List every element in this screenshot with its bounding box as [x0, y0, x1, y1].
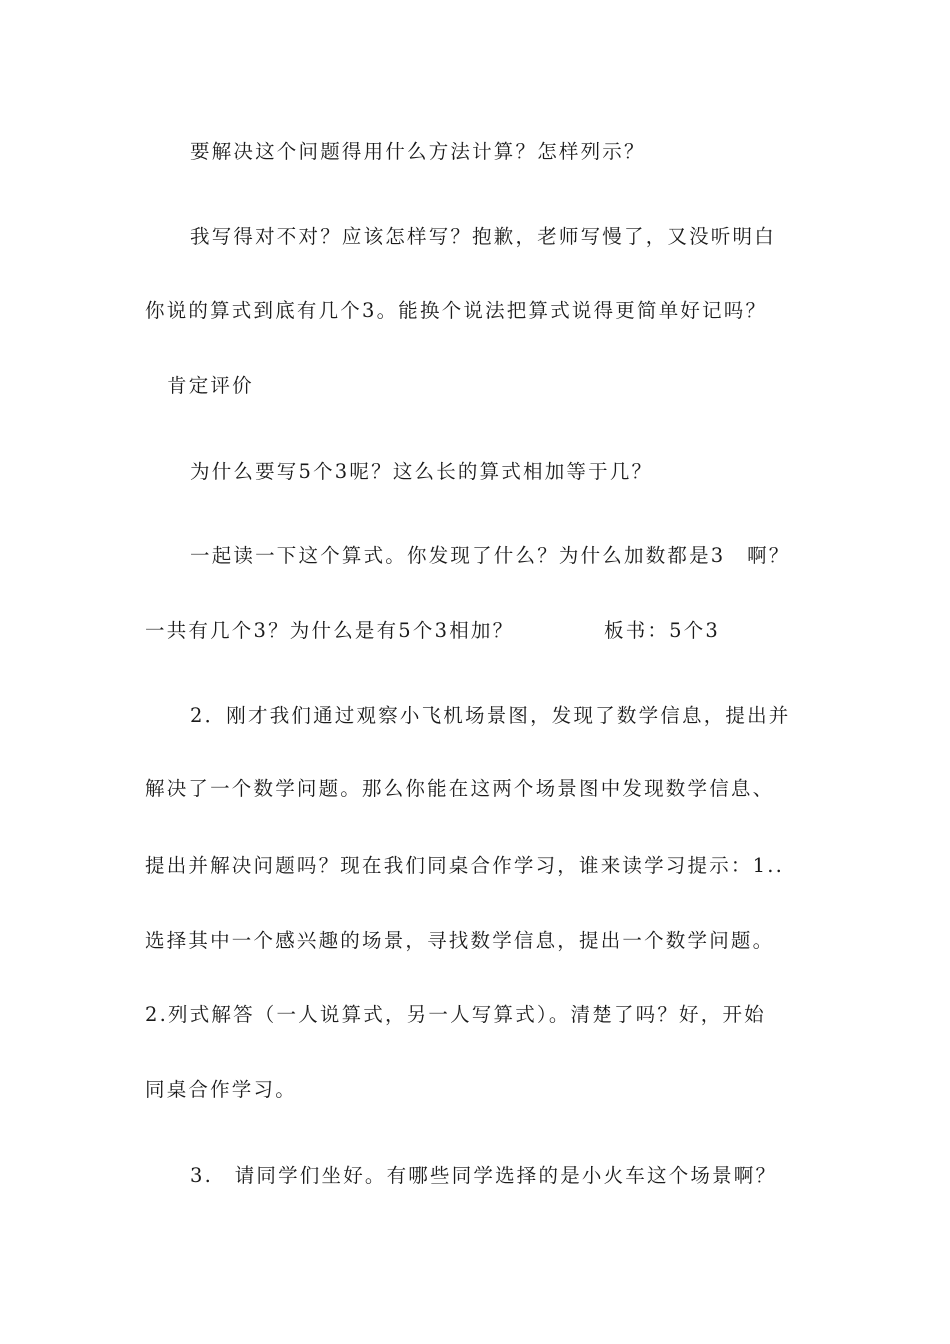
text-line: 解决了一个数学问题。那么你能在这两个场景图中发现数学信息、	[145, 777, 775, 800]
text-line: 提出并解决问题吗？现在我们同桌合作学习，谁来读学习提示：1..	[145, 854, 785, 877]
text-line: 一共有几个3？为什么是有5个3相加？	[145, 619, 515, 642]
text-line: 肯定评价	[167, 374, 254, 397]
text-line: 要解决这个问题得用什么方法计算？怎样列示？	[190, 140, 646, 163]
text-line: 你说的算式到底有几个3。能换个说法把算式说得更简单好记吗？	[145, 299, 768, 322]
text-line: 同桌合作学习。	[145, 1078, 297, 1101]
text-line: 2．刚才我们通过观察小飞机场景图，发现了数学信息，提出并	[190, 704, 791, 727]
text-line: 选择其中一个感兴趣的场景，寻找数学信息，提出一个数学问题。	[145, 929, 775, 952]
text-line: 2.列式解答（一人说算式，另一人写算式）。清楚了吗？好，开始	[145, 1003, 766, 1026]
text-line: 板书：5个3	[604, 619, 721, 642]
text-line: 为什么要写5个3呢？这么长的算式相加等于几？	[190, 460, 654, 483]
text-line: 一起读一下这个算式。你发现了什么？为什么加数都是3 啊？	[190, 544, 791, 567]
text-line: 我写得对不对？应该怎样写？抱歉，老师写慢了，又没听明白	[190, 225, 776, 248]
text-line: 3. 请同学们坐好。有哪些同学选择的是小火车这个场景啊？	[190, 1164, 778, 1187]
